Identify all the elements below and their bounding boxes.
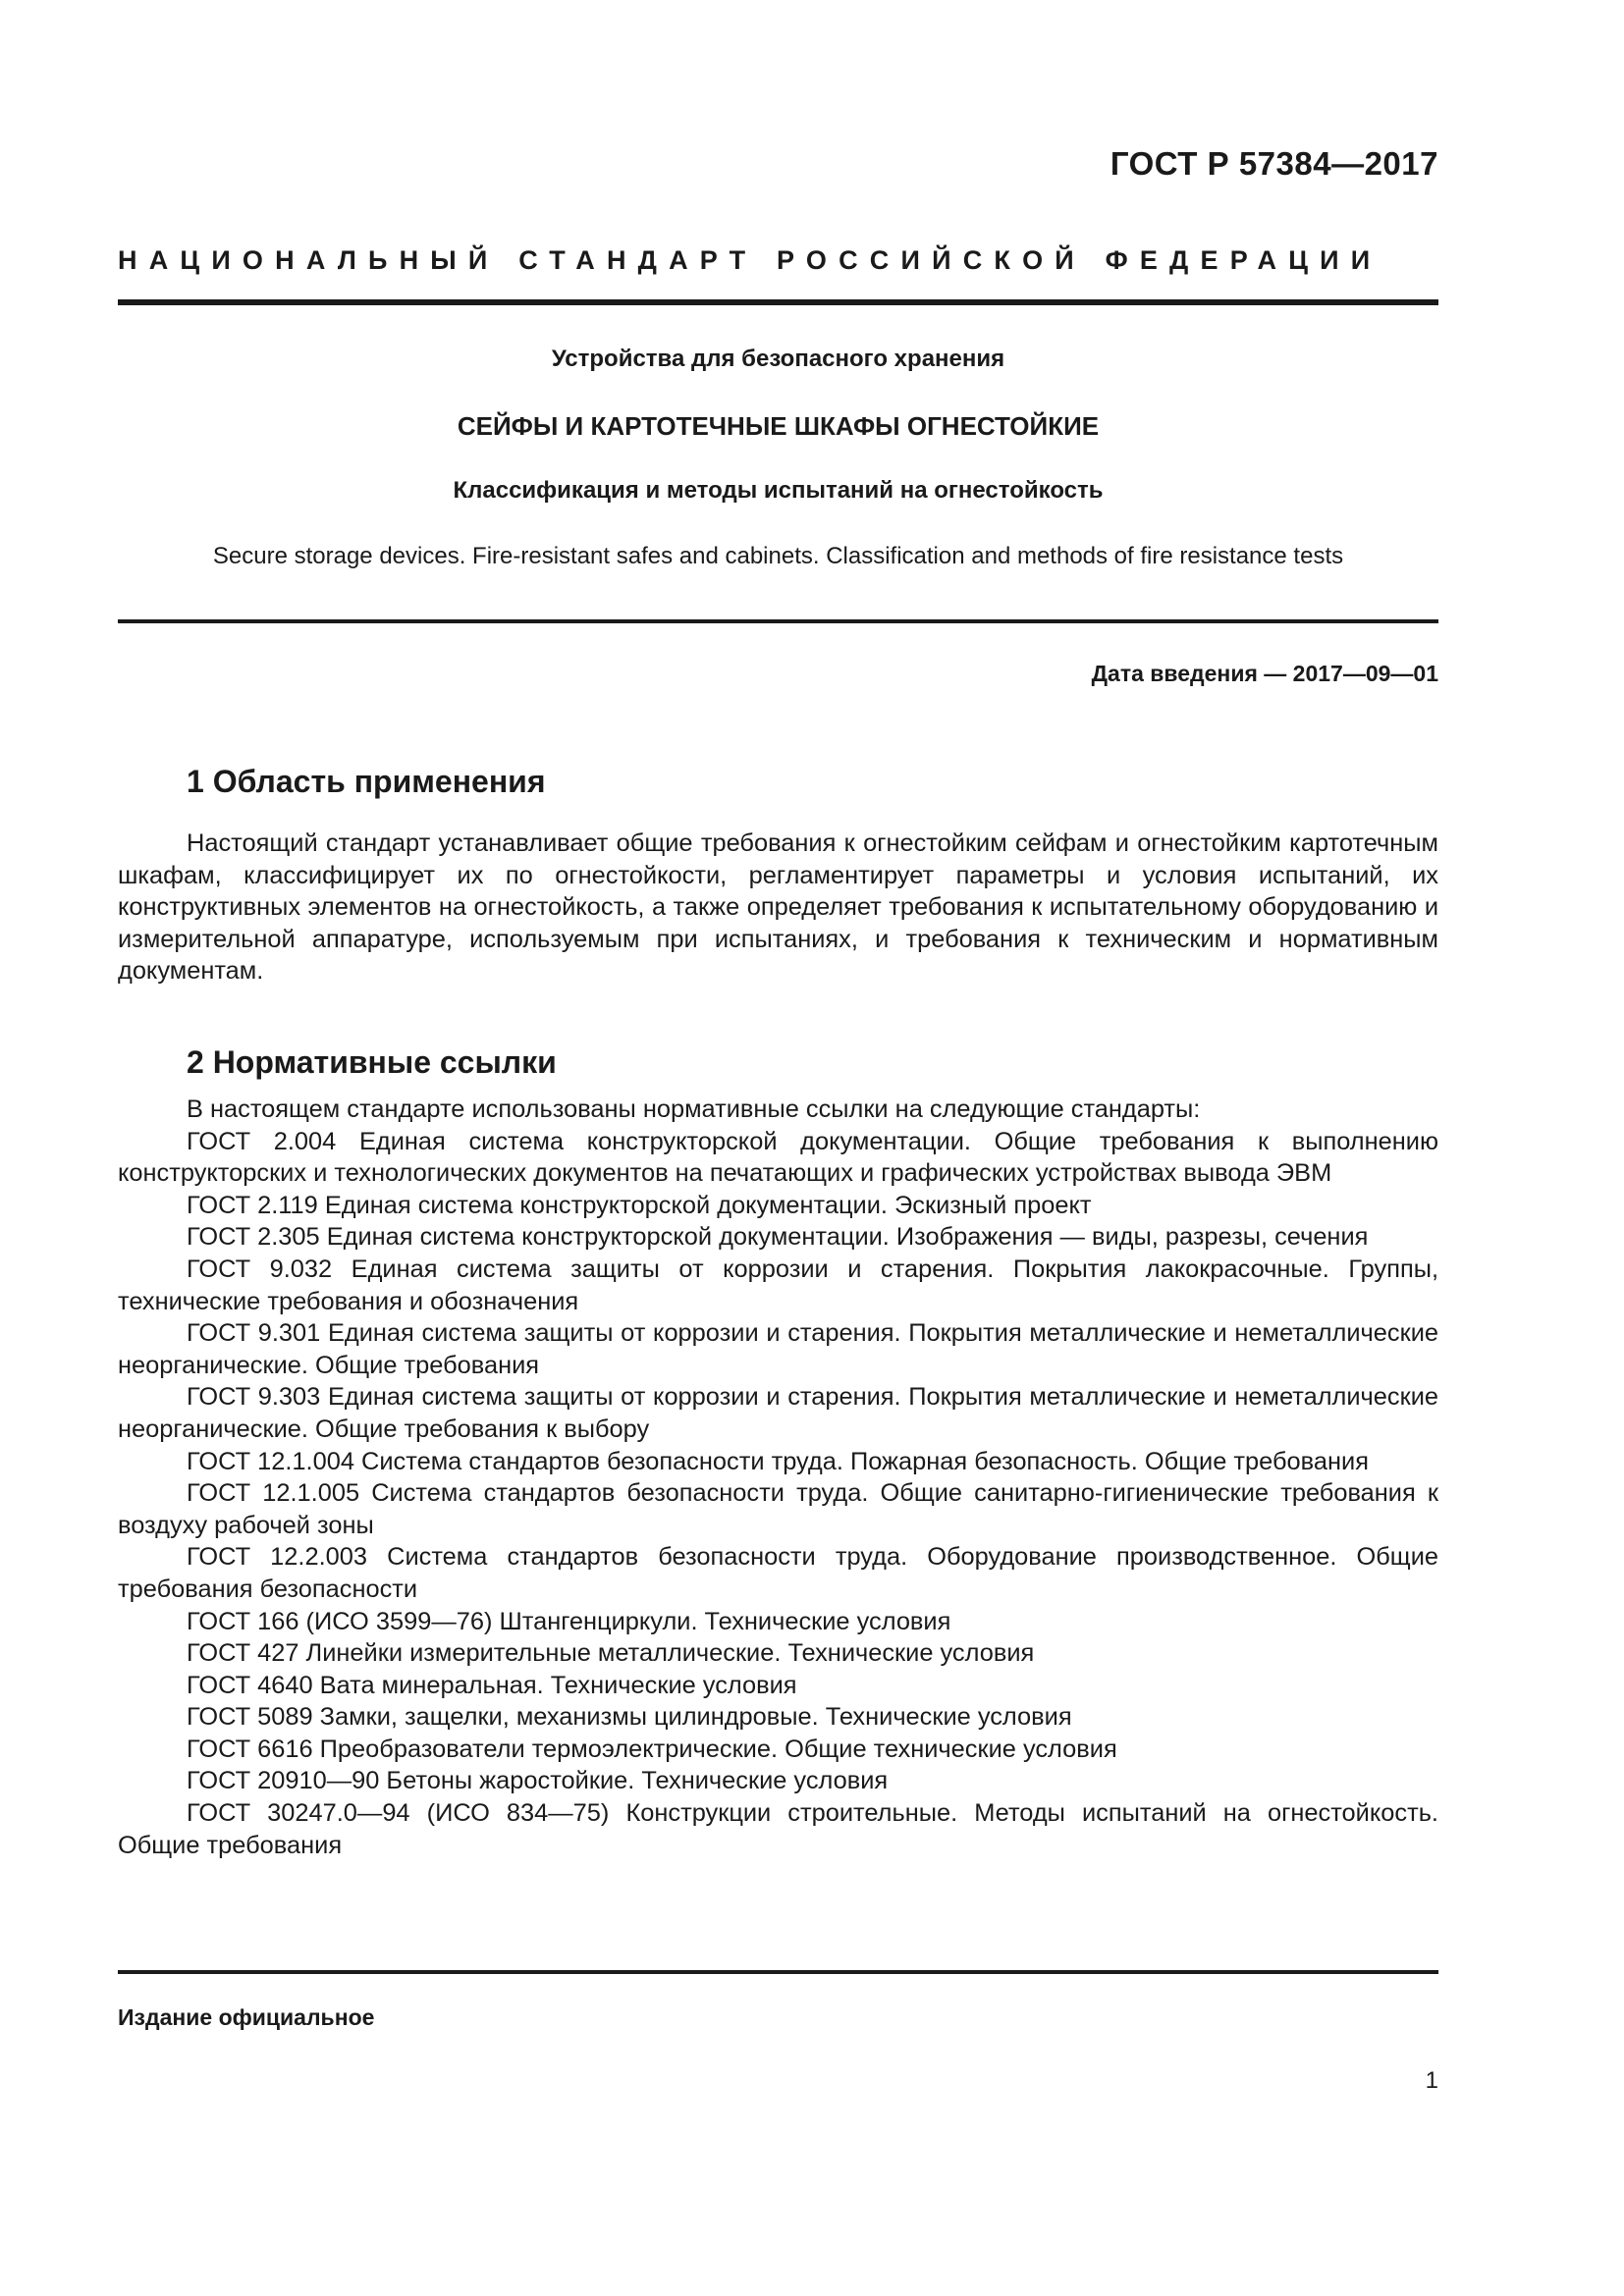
doc-subtitle-classification: Классификация и методы испытаний на огнестойкость [453, 477, 1104, 504]
english-title: Secure storage devices. Fire-resistant safes and cabinets. Classification and methods of fire resistance tests [212, 543, 1344, 569]
section-2-body [118, 1094, 1438, 1861]
reference-item: ГОСТ 9.032 Единая система защиты от коррозии и старения. Покрытия лакокрасочные. Группы, технические требования и обозначения [118, 1255, 1438, 1315]
section-2-intro: В настоящем стандарте использованы нормативные ссылки на следующие стандарты: [187, 1095, 1201, 1123]
reference-item: ГОСТ 6616 Преобразователи термоэлектрические. Общие технические условия [187, 1735, 1117, 1763]
section-1-heading: 1 Область применения [187, 764, 546, 799]
reference-item: ГОСТ 2.119 Единая система конструкторской документации. Эскизный проект [187, 1191, 1092, 1219]
reference-item: ГОСТ 427 Линейки измерительные металлические. Технические условия [187, 1639, 1035, 1668]
document-number: ГОСТ Р 57384—2017 [1110, 145, 1438, 182]
reference-item: ГОСТ 12.1.005 Система стандартов безопасности труда. Общие санитарно-гигиенические требования к воздуху рабочей зоны [118, 1479, 1438, 1539]
reference-item: ГОСТ 5089 Замки, защелки, механизмы цилиндровые. Технические условия [187, 1703, 1072, 1732]
title-rule [118, 619, 1438, 623]
reference-item: ГОСТ 12.1.004 Система стандартов безопасности труда. Пожарная безопасность. Общие требования [187, 1447, 1369, 1475]
reference-item: ГОСТ 2.004 Единая система конструкторской документации. Общие требования к выполнению конструкторских и технологических документов на печатающих и графических устройствах вывода ЭВМ [118, 1127, 1438, 1188]
section-2-heading: 2 Нормативные ссылки [187, 1044, 557, 1080]
reference-item: ГОСТ 9.303 Единая система защиты от коррозии и старения. Покрытия металлические и неметаллические неорганические. Общие требования к выбору [118, 1383, 1438, 1443]
doc-title: СЕЙФЫ И КАРТОТЕЧНЫЕ ШКАФЫ ОГНЕСТОЙКИЕ [457, 411, 1100, 441]
reference-item: ГОСТ 9.301 Единая система защиты от коррозии и старения. Покрытия металлические и неметаллические неорганические. Общие требования [118, 1319, 1438, 1379]
section-1-body [118, 828, 1438, 988]
section-1-paragraph: Настоящий стандарт устанавливает общие требования к огнестойким сейфам и огнестойким картотечным шкафам, классифицирует их по огнестойкости, регламентирует параметры и условия испытаний, их конструктивных элементов на огнестойкость, а также определяет требования к испытательному оборудованию и измерительной аппаратуре, используемым при испытаниях, и требования к техническим и нормативным документам. [118, 829, 1438, 986]
page-number: 1 [1425, 2067, 1438, 2094]
reference-item: ГОСТ 30247.0—94 (ИСО 834—75) Конструкции строительные. Методы испытаний на огнестойкость. Общие требования [118, 1799, 1438, 1859]
reference-item: ГОСТ 2.305 Единая система конструкторской документации. Изображения — виды, разрезы, сечения [187, 1223, 1369, 1252]
doc-subtitle: Устройства для безопасного хранения [551, 346, 1005, 372]
reference-item: ГОСТ 4640 Вата минеральная. Технические условия [187, 1671, 797, 1699]
header-rule [118, 299, 1438, 305]
reference-item: ГОСТ 166 (ИСО 3599—76) Штангенциркули. Технические условия [187, 1607, 951, 1635]
official-edition-label: Издание официальное [118, 2004, 375, 2030]
reference-item: ГОСТ 12.2.003 Система стандартов безопасности труда. Оборудование производственное. Общие требования безопасности [118, 1543, 1438, 1603]
reference-item: ГОСТ 20910—90 Бетоны жаростойкие. Технические условия [187, 1767, 889, 1795]
footer-rule [118, 1970, 1438, 1974]
national-standard-banner: НАЦИОНАЛЬНЫЙ СТАНДАРТ РОССИЙСКОЙ ФЕДЕРАЦИИ [118, 245, 1382, 275]
introduction-date: Дата введения — 2017—09—01 [1091, 661, 1438, 686]
